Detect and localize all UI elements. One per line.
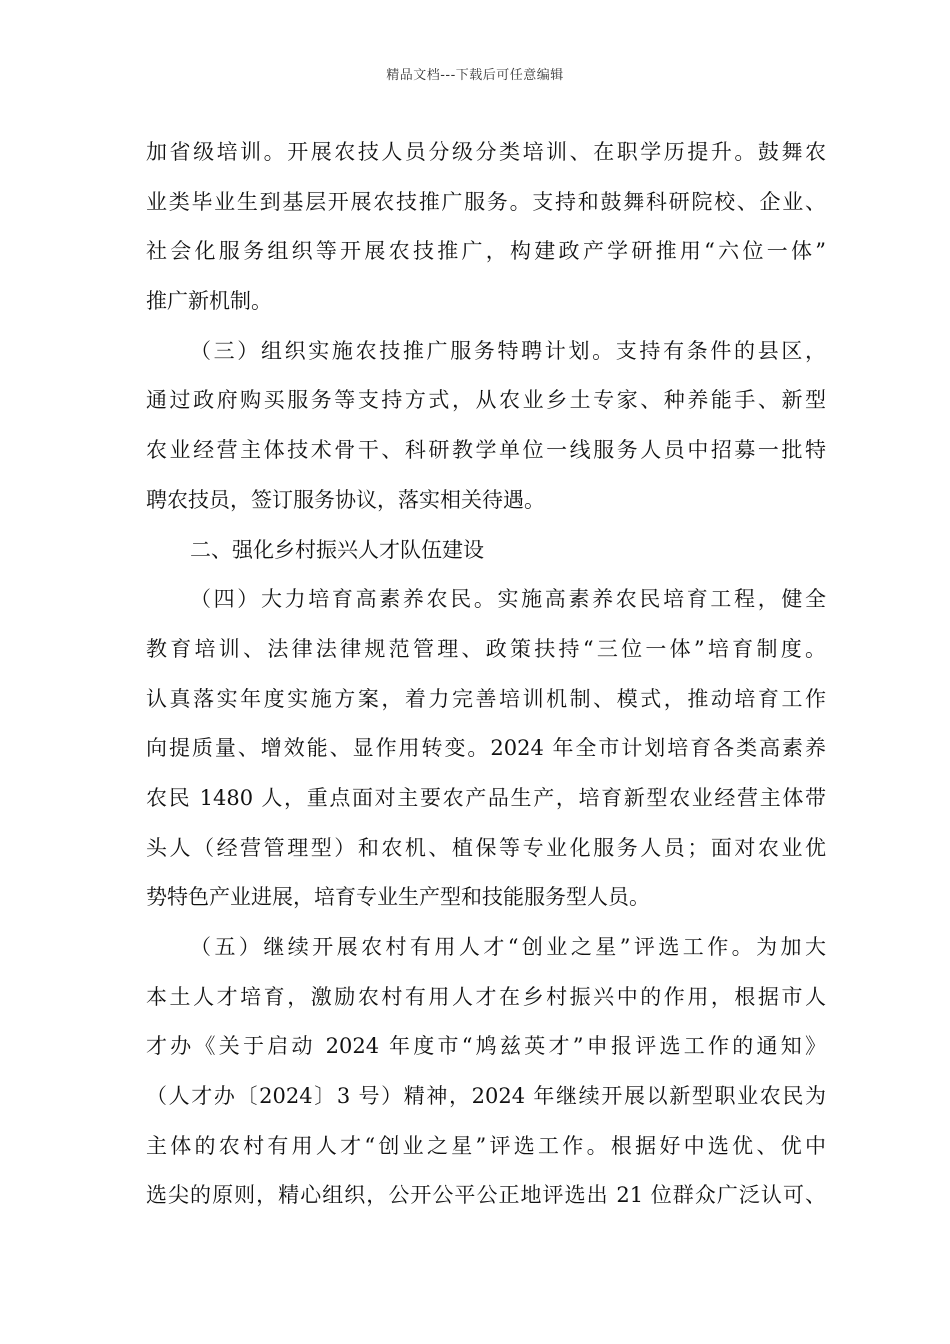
body-text-line: 加省级培训。开展农技人员分级分类培训、在职学历提升。鼓舞农: [146, 140, 826, 164]
body-text-line: （四）大力培育高素养农民。实施高素养农民培育工程，健全: [190, 587, 826, 612]
body-text-line: 认真落实年度实施方案，着力完善培训机制、模式，推动培育工作: [146, 686, 826, 711]
body-text-line: 势特色产业进展，培育专业生产型和技能服务型人员。: [146, 885, 650, 910]
page-header: 精品文档---下载后可任意编辑: [386, 68, 564, 83]
body-text-line: 教育培训、法律法律规范管理、政策扶持“三位一体”培育制度。: [146, 636, 826, 661]
body-text-line: 头人（经营管理型）和农机、植保等专业化服务人员；面对农业优: [146, 835, 826, 860]
body-text-line: 选尖的原则，精心组织，公开公平公正地评选出 21 位群众广泛认可、: [146, 1183, 826, 1208]
body-text-line: 向提质量、增效能、显作用转变。2024 年全市计划培育各类高素养: [146, 736, 826, 761]
body-text-line: （人才办〔2024〕3 号）精神，2024 年继续开展以新型职业农民为: [146, 1084, 826, 1109]
body-text-line: 推广新机制。: [146, 289, 272, 314]
body-text-line: 农民 1480 人，重点面对主要农产品生产，培育新型农业经营主体带: [146, 785, 826, 810]
body-text-line: 主体的农村有用人才“创业之星”评选工作。根据好中选优、优中: [146, 1133, 826, 1158]
body-text-line: 业类毕业生到基层开展农技推广服务。支持和鼓舞科研院校、企业、: [146, 189, 826, 214]
body-text-line: 聘农技员，签订服务协议，落实相关待遇。: [146, 487, 545, 512]
body-text-line: 本土人才培育，激励农村有用人才在乡村振兴中的作用，根据市人: [146, 984, 826, 1009]
body-text-line: 才办《关于启动 2024 年度市“鸠兹英才”申报评选工作的通知》: [146, 1034, 826, 1059]
body-text-line: 社会化服务组织等开展农技推广，构建政产学研推用“六位一体”: [146, 239, 826, 264]
body-text-line: 农业经营主体技术骨干、科研教学单位一线服务人员中招募一批特: [146, 438, 826, 463]
document-body: [146, 128, 826, 1221]
body-text-line: 通过政府购买服务等支持方式，从农业乡土专家、种养能手、新型: [146, 388, 826, 413]
body-text-line: 二、强化乡村振兴人才队伍建设: [190, 537, 484, 562]
body-text-line: （五）继续开展农村有用人才“创业之星”评选工作。为加大: [190, 935, 826, 959]
body-text-line: （三）组织实施农技推广服务特聘计划。支持有条件的县区，: [190, 338, 826, 363]
